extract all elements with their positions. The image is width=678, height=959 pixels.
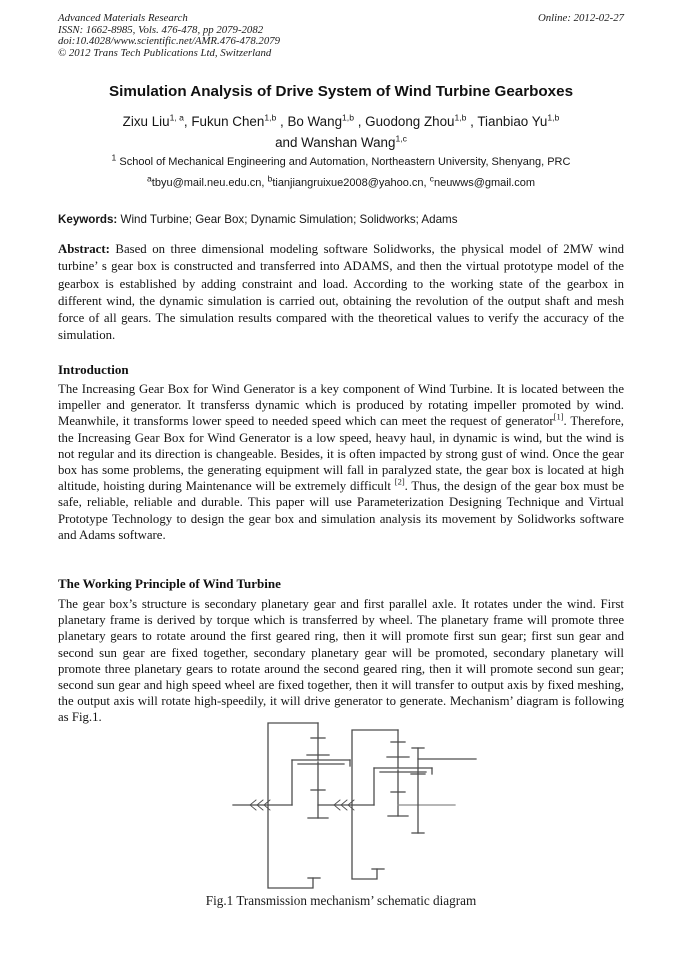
- author-name: Fukun Chen$^{1,b}$ ,: [191, 112, 288, 129]
- author-superscript: 1,b: [547, 112, 560, 123]
- doi-line: doi:10.4028/www.scientific.net/AMR.476-478.2079: [58, 35, 281, 48]
- figure-1: [228, 722, 478, 894]
- email-superscript: b: [267, 173, 273, 184]
- author-name: Guodong Zhou$^{1,b}$ ,: [365, 112, 478, 129]
- journal-name: Advanced Materials Research: [58, 12, 188, 24]
- journal-header: [58, 13, 624, 59]
- email-superscript: c: [429, 173, 434, 184]
- working-principle-paragraph: The gear box’s structure is secondary planetary gear and first parallel axle. It rotates under the wind. First planetary frame is derived by torque which is transferred by wheel. The planetary frame will promote three planetary gears to rotate around the first geared ring, then it will promote first sun gear; first sun gear and second sun gear are fixed together, secondary planetary gear will be promoted, secondary planetary will promote three planetary gears to rotate around the second geared ring, then it will promote second sun gear; second sun gear and high speed wheel are fixed together, then it will transfer to output axis by fixed meshing, the output axis will rotate high-speedily, it will drive generator to generate. Mechanism’ diagram is following as Fig.1.: [58, 597, 624, 725]
- keywords-text: Wind Turbine; Gear Box; Dynamic Simulation; Solidworks; Adams: [117, 213, 458, 226]
- abstract-paragraph: [58, 241, 624, 345]
- author-superscript: 1,c: [395, 133, 407, 144]
- affiliation-line: $^1$ School of Mechanical Engineering and Automation, Northeastern University, Shenyang, PRC: [111, 152, 571, 168]
- author-name: Tianbiao Yu$^{1,b}$: [477, 112, 560, 129]
- abstract-text: Based on three dimensional modeling software Solidworks, the physical model of 2MW wind turbine’ s gear box is constructed and transferred into ADAMS, and then the virtual prototype model of the gearbox is established by adding constraint and load. According to the working state of the gearbox in different wind, the dynamic simulation is carried out, obtaining the revolution of the output shaft and mesh force of all gears. The simulation results compared with the theoretical values to verify the accuracy of the simulation.: [58, 242, 624, 343]
- author-superscript: 1, a: [169, 112, 184, 123]
- online-date: Online: 2012-02-27: [537, 12, 624, 24]
- author-name: Bo Wang$^{1,b}$ ,: [287, 112, 366, 129]
- issn-line: ISSN: 1662-8985, Vols. 476-478, pp 2079-2082: [58, 23, 264, 36]
- email-address: neuwws@gmail.com: [433, 177, 535, 189]
- figure-caption: Fig.1 Transmission mechanism’ schematic diagram: [205, 893, 477, 908]
- section-heading-introduction: Introduction: [58, 362, 129, 377]
- abstract-label: Abstract:: [58, 242, 110, 256]
- keywords-label: Keywords:: [58, 213, 118, 226]
- section-heading-working-principle: The Working Principle of Wind Turbine: [58, 576, 281, 591]
- keywords-line: [58, 213, 624, 226]
- transmission-diagram: [228, 722, 478, 894]
- introduction-paragraph: The Increasing Gear Box for Wind Generator is a key component of Wind Turbine. It is located between the impeller and generator. It transferss dynamic which is produced by rotating impeller promoted by wind. Meanwhile, it transforms lower speed to needed speed which can meet the request of generator[1]. Therefore, the Increasing Gear Box for Wind Generator is a low speed, heavy haul, in dynamic is wind, but the wind is not regular and its direction is changeable. Besides, it is often impacted by strong gust of wind. Once the gear box has some problems, the generating equipment will fall in paralyzed state, the gear box is located at high altitude, hoisting during Maintenance will be extremely difficult [2]. Thus, the design of the gear box must be safe, reliable, reliable and durable. This paper will use Parameterization Designing Technique and Virtual Prototype Technology to design the gear box and simulation analysis its movement by Solidworks software and Adams software.: [58, 382, 624, 542]
- affiliation-superscript: 1: [111, 152, 117, 163]
- copyright-line: © 2012 Trans Tech Publications Ltd, Switzerland: [58, 46, 272, 59]
- author-list: [40, 111, 642, 153]
- email-address: tbyu@mail.neu.edu.cn,: [151, 177, 268, 189]
- email-superscript: a: [147, 173, 152, 184]
- author-name: Zixu Liu$^{1, a}$,: [122, 112, 192, 129]
- paper-title: Simulation Analysis of Drive System of Wind Turbine Gearboxes: [108, 83, 574, 100]
- author-name: and Wanshan Wang$^{1,c}$: [275, 133, 407, 150]
- email-address: tianjiangruixue2008@yahoo.cn,: [272, 177, 430, 189]
- author-superscript: 1,b: [264, 112, 277, 123]
- author-superscript: 1,b: [342, 112, 354, 123]
- email-line: [58, 173, 624, 189]
- author-superscript: 1,b: [454, 112, 467, 123]
- citation-ref-1: [1]: [553, 412, 564, 423]
- citation-ref-2: [2]: [394, 476, 405, 487]
